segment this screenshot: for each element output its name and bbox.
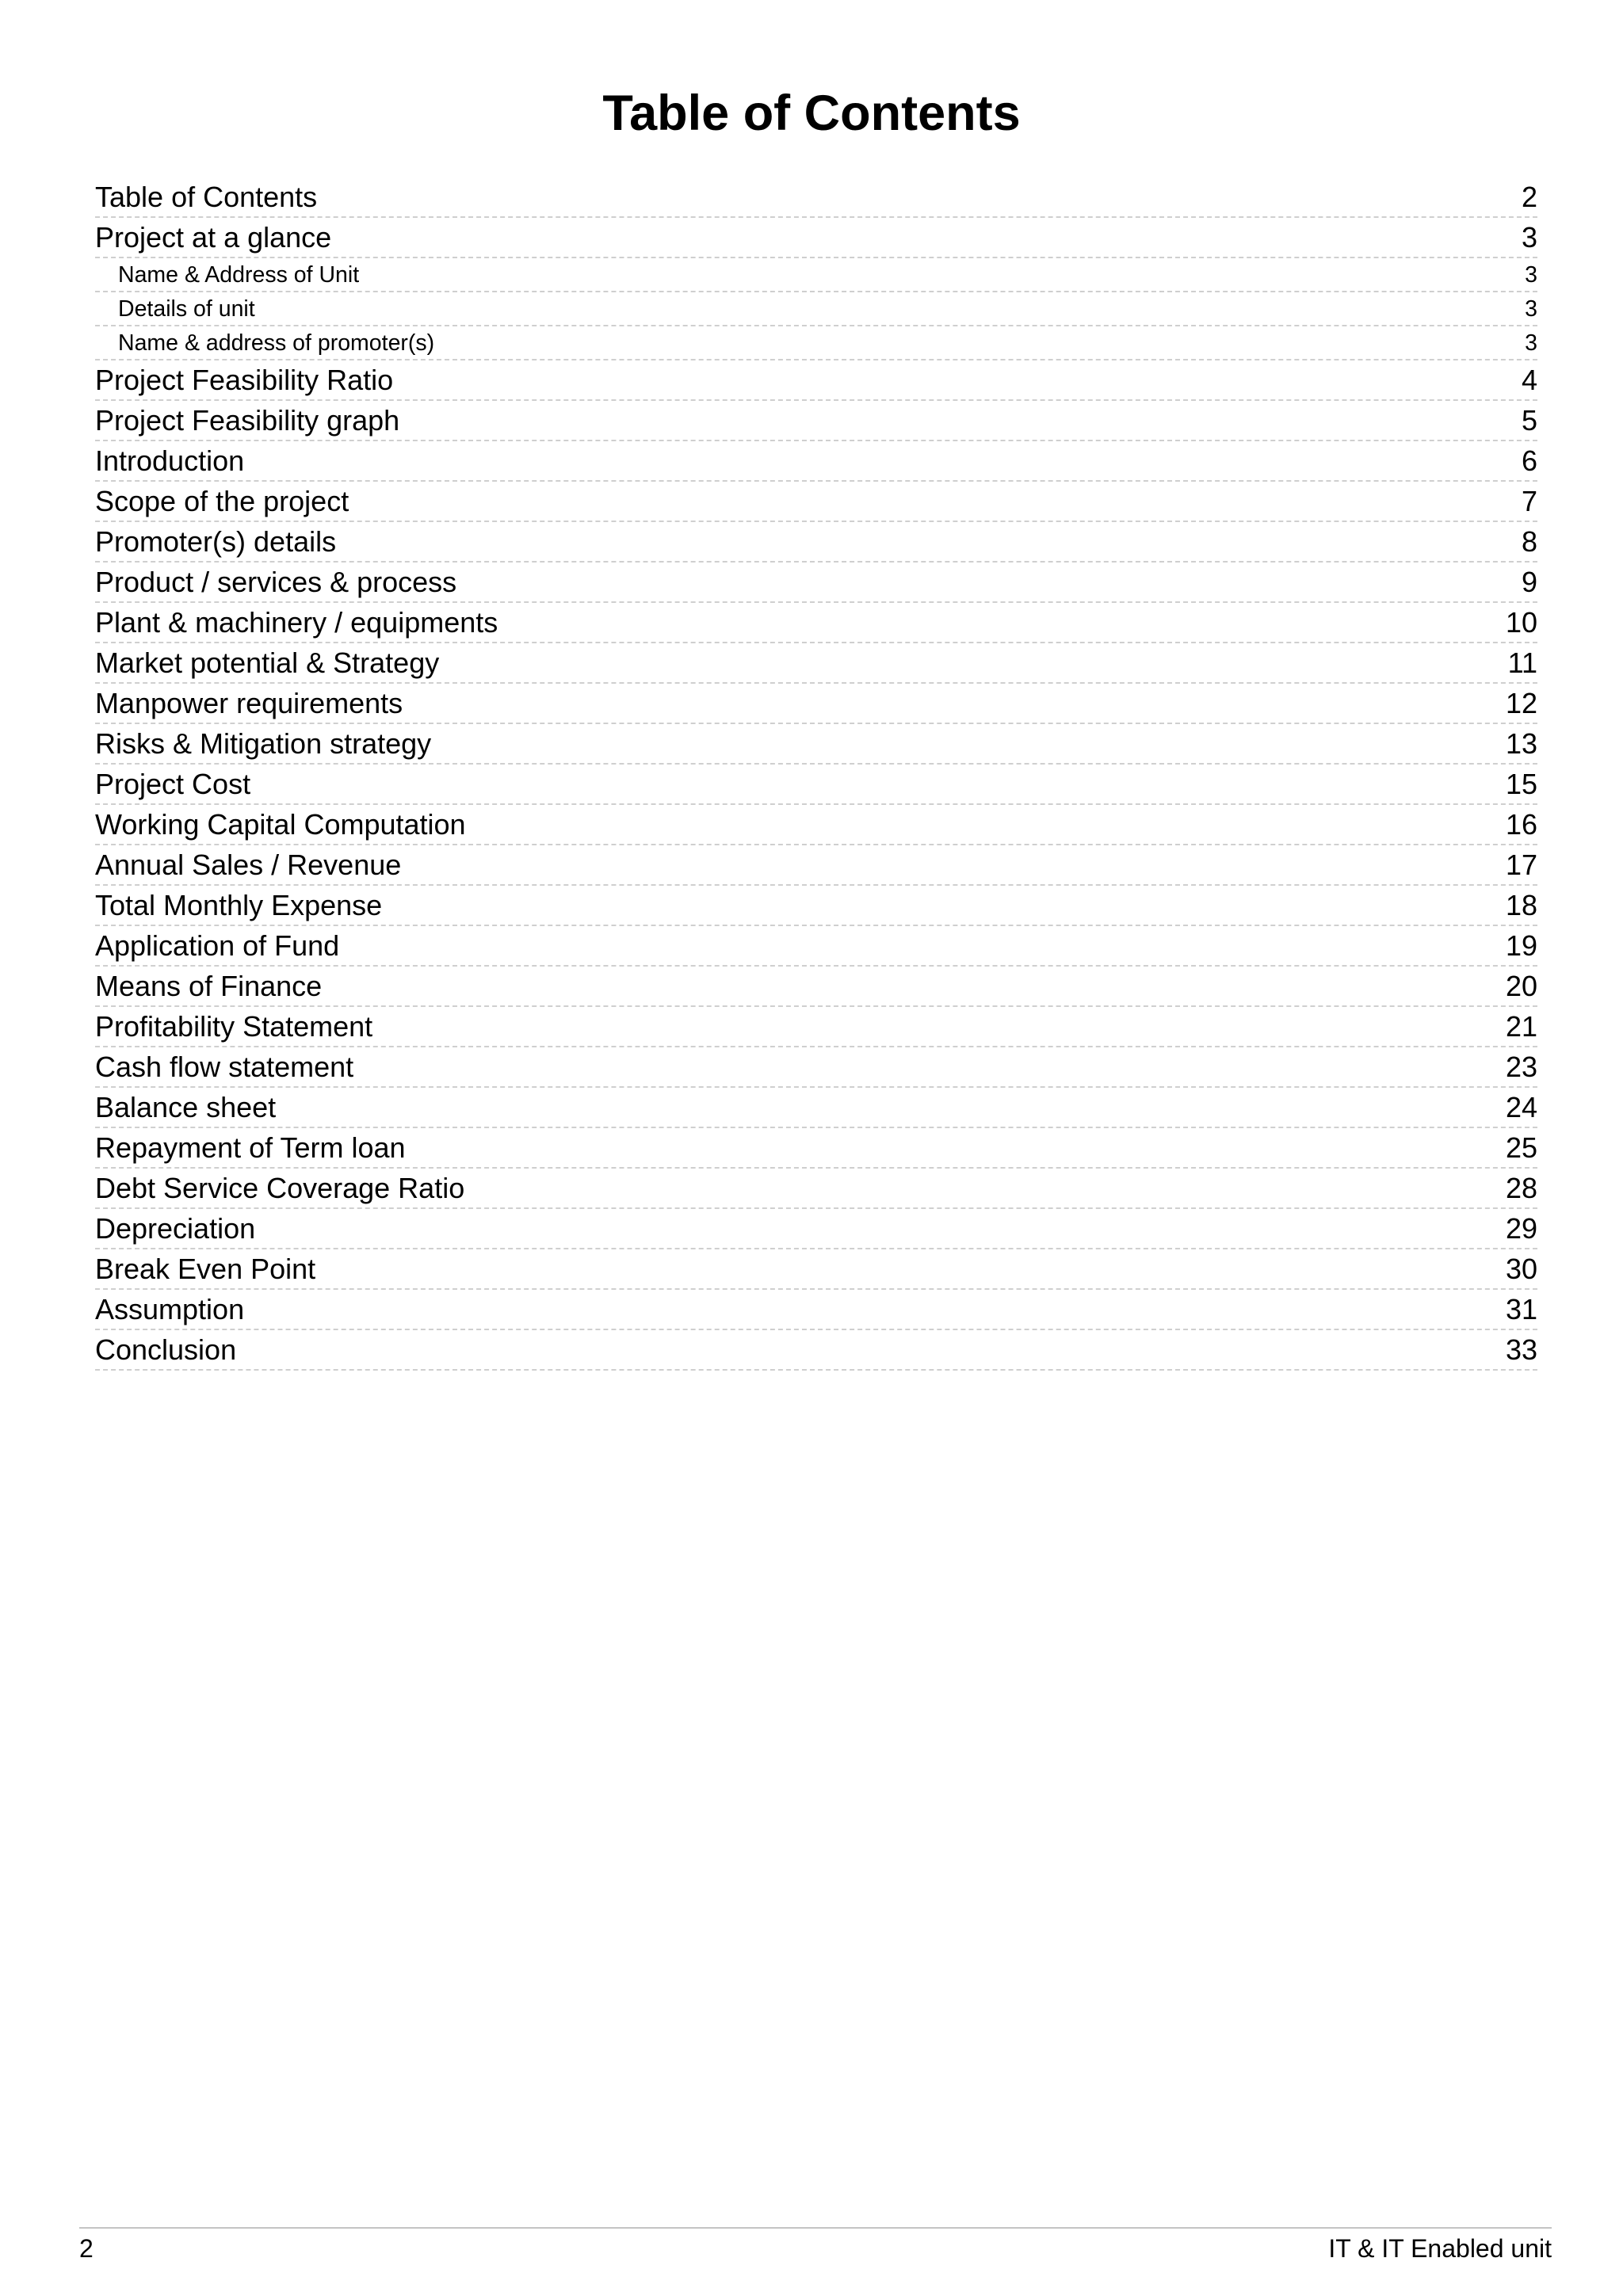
toc-entry-label: Application of Fund xyxy=(95,929,340,962)
toc-entry[interactable] xyxy=(95,1047,1537,1088)
toc-entry-page-number: 31 xyxy=(1505,1292,1537,1325)
toc-entry[interactable] xyxy=(95,1088,1537,1128)
toc-entry-page-number: 13 xyxy=(1505,727,1537,760)
toc-entry-label: Break Even Point xyxy=(95,1252,316,1285)
toc-entry-label: Profitability Statement xyxy=(95,1009,373,1043)
page-title: Table of Contents xyxy=(602,86,1021,141)
toc-entry-page-number: 23 xyxy=(1505,1050,1537,1083)
toc-entry-label: Market potential & Strategy xyxy=(95,646,440,679)
toc-entry-page-number: 4 xyxy=(1521,363,1537,396)
toc-entry-label: Depreciation xyxy=(95,1211,256,1245)
toc-entry[interactable] xyxy=(95,724,1537,765)
toc-entry-page-number: 15 xyxy=(1505,767,1537,800)
toc-entry-page-number: 3 xyxy=(1525,296,1537,322)
toc-entry[interactable] xyxy=(95,177,1537,218)
toc-entry-page-number: 29 xyxy=(1505,1211,1537,1245)
toc-entry-label: Project Cost xyxy=(95,767,251,800)
toc-entry-label: Product / services & process xyxy=(95,565,457,598)
footer-document-title: IT & IT Enabled unit xyxy=(1328,2234,1552,2263)
toc-entry-page-number: 3 xyxy=(1521,220,1537,254)
toc-entry[interactable] xyxy=(95,218,1537,258)
footer-divider xyxy=(79,2227,1552,2229)
toc-entry-label: Scope of the project xyxy=(95,484,349,517)
toc-entry-page-number: 16 xyxy=(1505,807,1537,841)
toc-entry[interactable] xyxy=(95,1330,1537,1371)
toc-entry-page-number: 33 xyxy=(1505,1333,1537,1366)
toc-entry-page-number: 25 xyxy=(1505,1131,1537,1164)
toc-entry[interactable] xyxy=(95,360,1537,401)
toc-entry-page-number: 5 xyxy=(1521,403,1537,437)
toc-entry-page-number: 20 xyxy=(1505,969,1537,1002)
toc-entry[interactable] xyxy=(95,805,1537,845)
toc-entry[interactable] xyxy=(95,1290,1537,1330)
toc-entry-label: Total Monthly Expense xyxy=(95,888,383,921)
toc-entry-page-number: 12 xyxy=(1505,686,1537,719)
toc-entry[interactable] xyxy=(95,1249,1537,1290)
toc-entry-page-number: 18 xyxy=(1505,888,1537,921)
toc-entry-label: Means of Finance xyxy=(95,969,323,1002)
toc-entry-label: Name & address of promoter(s) xyxy=(118,330,435,356)
toc-entry[interactable] xyxy=(95,886,1537,926)
toc-entry-label: Conclusion xyxy=(95,1333,237,1366)
toc-entry-page-number: 24 xyxy=(1505,1090,1537,1123)
toc-entry-label: Working Capital Computation xyxy=(95,807,466,841)
toc-entry-page-number: 6 xyxy=(1521,444,1537,477)
toc-entry[interactable] xyxy=(95,1128,1537,1169)
toc-entry-label: Manpower requirements xyxy=(95,686,403,719)
toc-entry-label: Cash flow statement xyxy=(95,1050,354,1083)
toc-entry-page-number: 28 xyxy=(1505,1171,1537,1204)
toc-entry-label: Plant & machinery / equipments xyxy=(95,605,498,639)
toc-entry-page-number: 30 xyxy=(1505,1252,1537,1285)
toc-subentry[interactable] xyxy=(95,292,1537,326)
toc-entry[interactable] xyxy=(95,1007,1537,1047)
toc-entry-label: Risks & Mitigation strategy xyxy=(95,727,432,760)
toc-entry-label: Assumption xyxy=(95,1292,245,1325)
toc-entry[interactable] xyxy=(95,967,1537,1007)
toc-entry-page-number: 3 xyxy=(1525,261,1537,288)
toc-entry[interactable] xyxy=(95,926,1537,967)
toc-subentry[interactable] xyxy=(95,258,1537,292)
toc-entry[interactable] xyxy=(95,684,1537,724)
toc-entry-label: Annual Sales / Revenue xyxy=(95,848,402,881)
toc-entry-label: Project Feasibility graph xyxy=(95,403,400,437)
toc-entry-label: Debt Service Coverage Ratio xyxy=(95,1171,465,1204)
toc-entry[interactable] xyxy=(95,482,1537,522)
toc-entry-page-number: 10 xyxy=(1505,605,1537,639)
toc-entry[interactable] xyxy=(95,563,1537,603)
toc-entry-label: Balance sheet xyxy=(95,1090,277,1123)
toc-entry[interactable] xyxy=(95,845,1537,886)
toc-entry-page-number: 7 xyxy=(1521,484,1537,517)
toc-entry[interactable] xyxy=(95,603,1537,643)
toc-entry-label: Project Feasibility Ratio xyxy=(95,363,394,396)
toc-entry-label: Introduction xyxy=(95,444,245,477)
toc-entry-label: Project at a glance xyxy=(95,220,332,254)
table-of-contents xyxy=(95,177,1537,1371)
toc-entry-label: Promoter(s) details xyxy=(95,524,337,558)
toc-entry[interactable] xyxy=(95,441,1537,482)
toc-entry-label: Details of unit xyxy=(118,296,255,322)
toc-entry-page-number: 17 xyxy=(1505,848,1537,881)
toc-entry[interactable] xyxy=(95,401,1537,441)
toc-entry[interactable] xyxy=(95,643,1537,684)
toc-entry-label: Name & Address of Unit xyxy=(118,261,360,288)
toc-entry-label: Table of Contents xyxy=(95,180,318,213)
toc-entry[interactable] xyxy=(95,1209,1537,1249)
toc-entry-label: Repayment of Term loan xyxy=(95,1131,406,1164)
toc-entry-page-number: 19 xyxy=(1505,929,1537,962)
toc-entry-page-number: 8 xyxy=(1521,524,1537,558)
toc-entry-page-number: 2 xyxy=(1521,180,1537,213)
toc-entry[interactable] xyxy=(95,1169,1537,1209)
toc-entry[interactable] xyxy=(95,522,1537,563)
toc-subentry[interactable] xyxy=(95,326,1537,360)
toc-entry-page-number: 9 xyxy=(1521,565,1537,598)
footer-page-number: 2 xyxy=(79,2234,94,2263)
toc-entry[interactable] xyxy=(95,765,1537,805)
toc-entry-page-number: 3 xyxy=(1525,330,1537,356)
toc-entry-page-number: 21 xyxy=(1505,1009,1537,1043)
toc-entry-page-number: 11 xyxy=(1507,646,1537,679)
